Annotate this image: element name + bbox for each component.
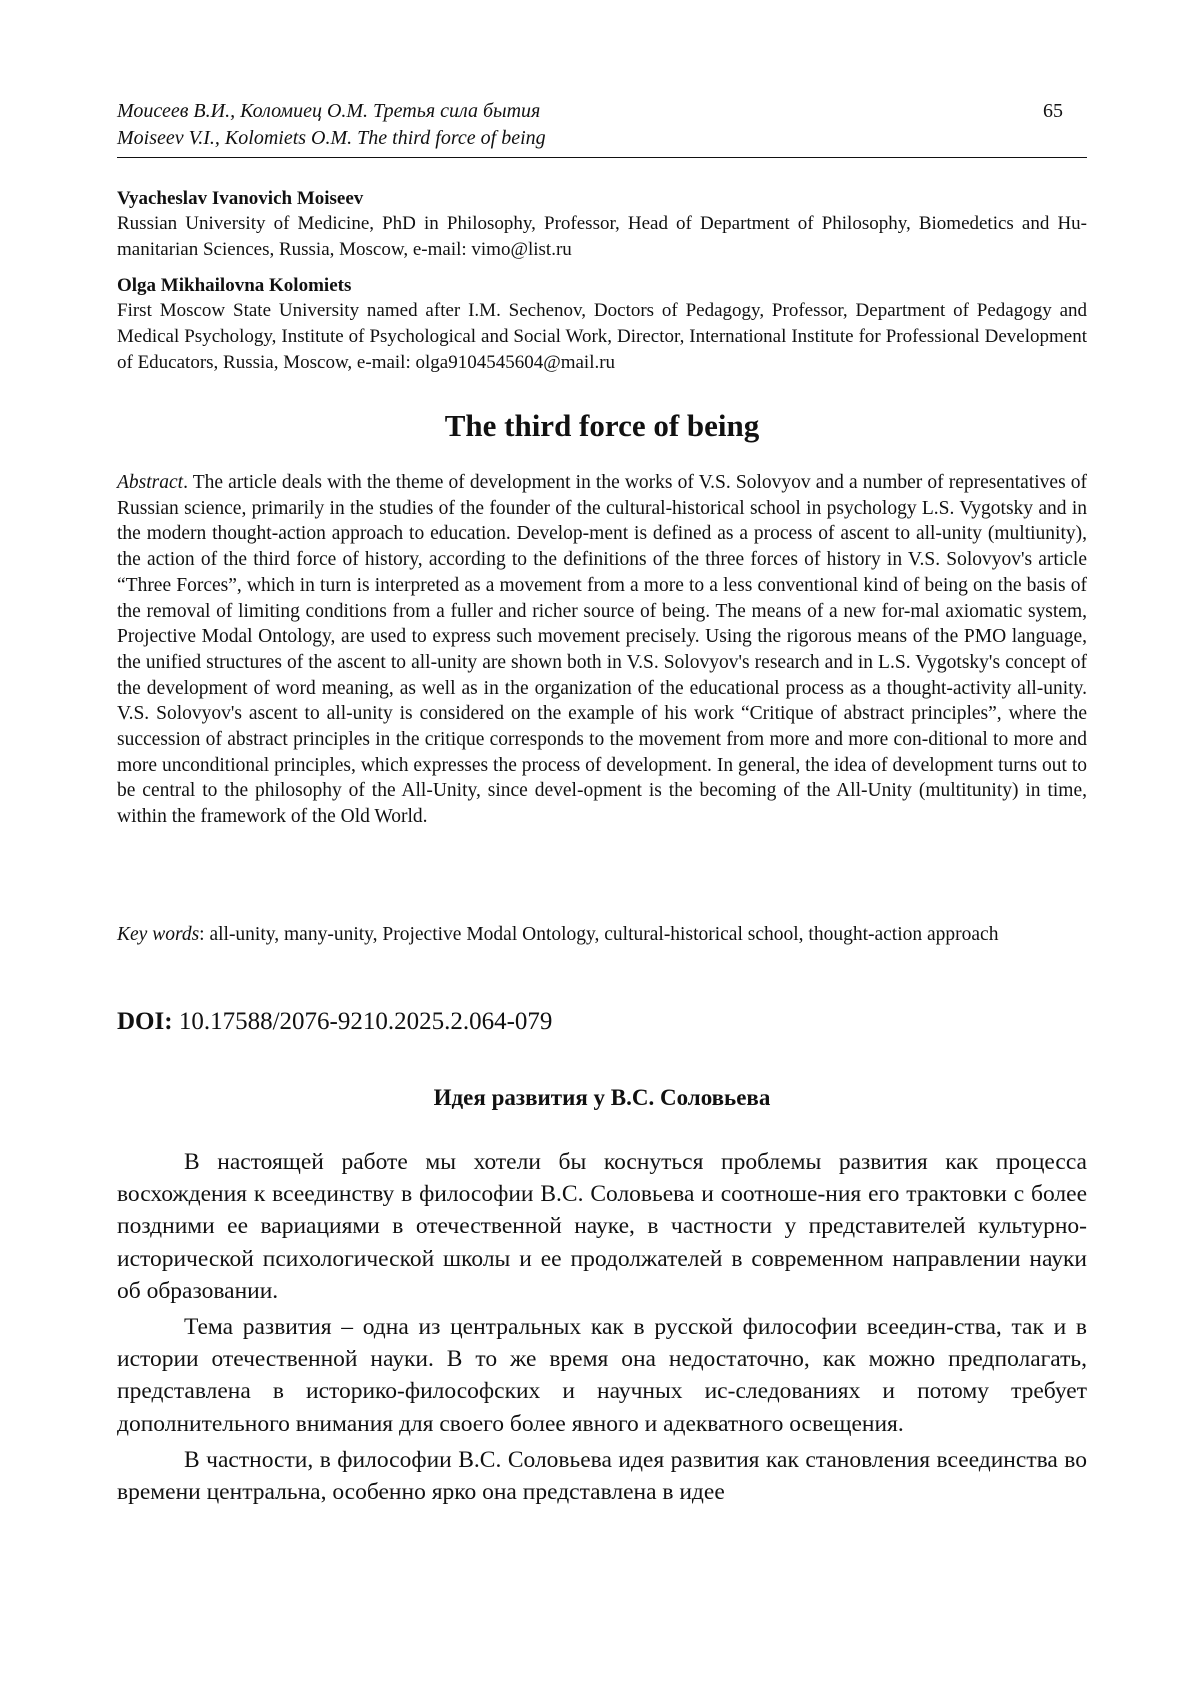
body-paragraph: В частности, в философии В.С. Соловьева идея развития как становления всеединства во времени центральна, особенно ярко она представлена в идее	[117, 1446, 1087, 1506]
running-header	[117, 98, 1087, 152]
abstract	[117, 470, 1087, 830]
body-text	[117, 1146, 1087, 1512]
body-paragraph: Тема развития – одна из центральных как в русской философии всеедин-ства, так и в истории отечественной науки. В то же время она недостаточно, как можно предполагать, представлена в историко-философских и научных ис-следованиях и потому требует дополнительного внимания для своего более явного и адекватного освещения.	[117, 1314, 1087, 1437]
author-name: Olga Mikhailovna Kolomiets	[117, 275, 352, 296]
author-name: Vyacheslav Ivanovich Moiseev	[117, 188, 364, 209]
header-divider	[117, 157, 1087, 158]
author-entry	[117, 273, 1087, 376]
article-title: The third force of being	[444, 408, 760, 443]
abstract-label: Abstract	[117, 472, 184, 493]
abstract-text: . The article deals with the theme of development in the works of V.S. Solovyov and a number of representatives of Russian science, primarily in the studies of the founder of the cultural-historical school in psychology L.S. Vygotsky and in the modern thought-action approach to education. Develop-ment is defined as a process of ascent to all-unity (multiunity), the action of the third force of history, according to the definitions of the three forces of history in V.S. Solovyov's article “Three Forces”, which in turn is interpreted as a movement from a more to a less conventional kind of being on the basis of the removal of limiting conditions from a fuller and richer source of being. The means of a new for-mal axiomatic system, Projective Modal Ontology, are used to express such movement precisely. Using the rigorous means of the PMO language, the unified structures of the ascent to all-unity are shown both in V.S. Solovyov's research and in L.S. Vygotsky's concept of the development of word meaning, as well as in the organization of the educational process as a thought-activity all-unity. V.S. Solovyov's ascent to all-unity is considered on the example of his work “Critique of abstract principles”, where the succession of abstract principles in the critique corresponds to the movement from more and more con-ditional to more and more unconditional principles, which expresses the process of development. In general, the idea of development turns out to be central to the philosophy of the All-Unity, since devel-opment is the becoming of the All-Unity (multitunity) in time, within the framework of the Old World.	[117, 472, 1087, 828]
doi-value: 10.17588/2076-9210.2025.2.064-079	[172, 1008, 553, 1035]
doi-label: DOI:	[117, 1008, 173, 1035]
page-number: 65	[1043, 100, 1063, 122]
keywords	[117, 922, 1087, 948]
running-header-en: Moiseev V.I., Kolomiets O.M. The third force of being	[117, 127, 546, 149]
section-heading: Идея развития у В.С. Соловьева	[433, 1085, 771, 1110]
author-entry	[117, 186, 1087, 263]
doi	[117, 1006, 552, 1038]
author-block	[117, 186, 1087, 386]
keywords-text: : all-unity, many-unity, Projective Modal Ontology, cultural-historical school, thought-action approach	[199, 924, 999, 945]
body-paragraph: В настоящей работе мы хотели бы коснуться проблемы развития как процесса восхождения к всеединству в философии В.С. Соловьева и соотноше-ния его трактовки с более поздними ее вариациями в отечественной науке, в частности у представителей культурно-исторической психологической школы и ее продолжателей в современном направлении науки об образовании.	[117, 1149, 1087, 1304]
keywords-label: Key words	[117, 924, 200, 945]
author-affiliation: Russian University of Medicine, PhD in Philosophy, Professor, Head of Department of Philosophy, Biomedetics and Hu-manitarian Sciences, Russia, Moscow, e-mail: vimo@list.ru	[117, 213, 1087, 260]
author-affiliation: First Moscow State University named after I.M. Sechenov, Doctors of Pedagogy, Professor, Department of Pedagogy and Medical Psychology, Institute of Psychological and Social Work, Director, International Institute for Professional Development of Educators, Russia, Moscow, e-mail: olga9104545604@mail.ru	[117, 300, 1087, 373]
running-header-ru: Моисеев В.И., Коломиец О.М. Третья сила бытия	[117, 100, 541, 122]
